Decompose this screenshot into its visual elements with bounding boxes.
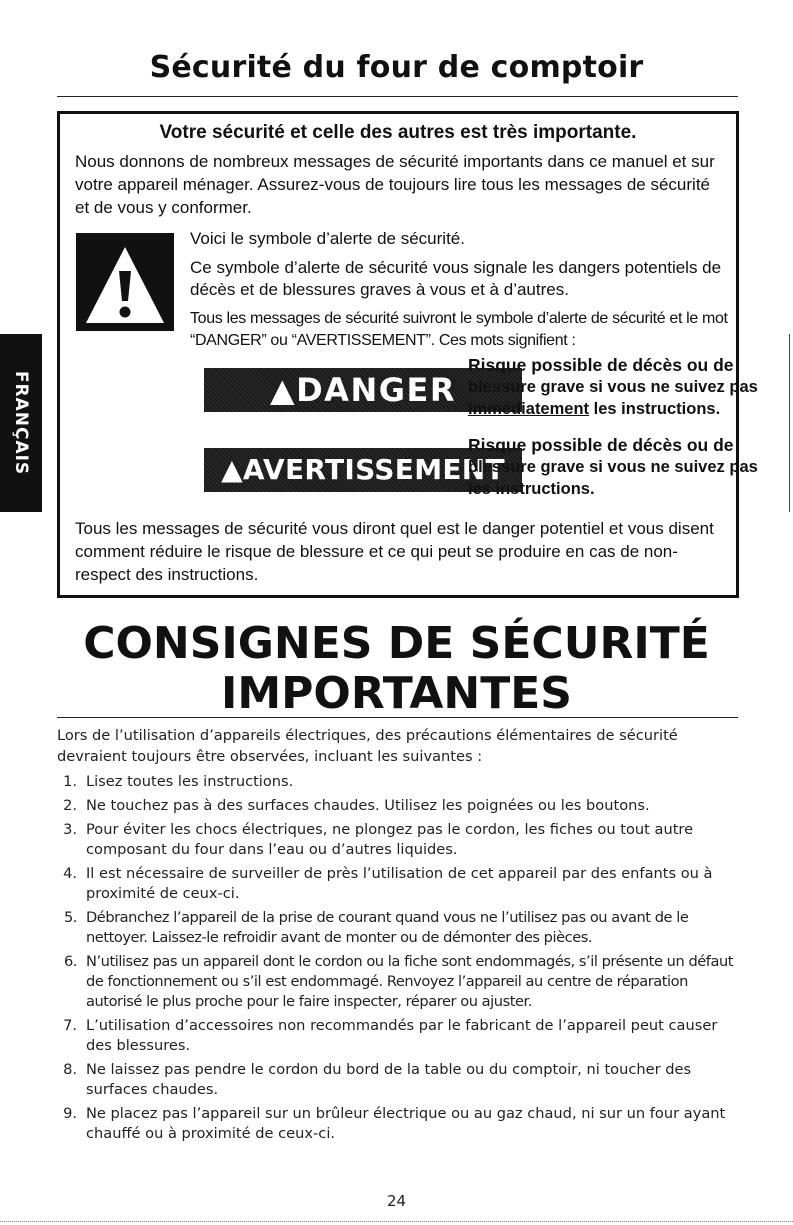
list-item: 7. L’utilisation d’accessoires non recommandés par le fabricant de l’appareil peut causer des blessures. bbox=[63, 1017, 718, 1054]
safety-alert-triangle-icon bbox=[76, 233, 174, 331]
margin-bar bbox=[789, 334, 790, 512]
symbol-line-2: Ce symbole d’alerte de sécurité vous signale les dangers potentiels de décès et de blessures graves à vous et à d’autres. bbox=[190, 258, 722, 299]
list-item: 9. Ne placez pas l’appareil sur un brûleur électrique ou au gaz chaud, ni sur un four ayant chauffé ou à proximité de ceux-ci. bbox=[63, 1105, 726, 1142]
list-item: 3. Pour éviter les chocs électriques, ne plongez pas le cordon, les fiches ou tout autre composant du four dans l’eau ou d’autres liquides. bbox=[63, 821, 694, 858]
safety-box-outro: Tous les messages de sécurité vous diront quel est le danger potentiel et vous disent comment réduire le risque de blessure et ce qui peut se produire en cas de non-respect des instructions. bbox=[75, 519, 714, 584]
page-number: 24 bbox=[386, 1192, 407, 1210]
title-rule bbox=[57, 717, 738, 718]
danger-alert-icon: ▲ bbox=[270, 371, 297, 409]
symbol-line-1: Voici le symbole d’alerte de sécurité. bbox=[190, 229, 465, 248]
danger-desc-lead: Risque possible de décès ou de bbox=[468, 355, 734, 375]
language-side-tab-label: FRANÇAIS bbox=[11, 370, 31, 476]
list-item: 8. Ne laissez pas pendre le cordon du bord de la table ou du comptoir, ni toucher des surfaces chaudes. bbox=[63, 1061, 692, 1098]
danger-desc-emphasis: immédiatement bbox=[468, 400, 590, 418]
warning-description bbox=[468, 434, 768, 500]
warning-label: AVERTISSEMENT bbox=[242, 453, 505, 486]
bottom-dotted-rule bbox=[0, 1221, 793, 1222]
main-title-line-2: IMPORTANTES bbox=[221, 668, 572, 719]
warning-desc-rest: blessure grave si vous ne suivez pas les instructions. bbox=[468, 458, 758, 498]
page-header-title: Sécurité du four de comptoir bbox=[149, 50, 644, 85]
danger-label: DANGER bbox=[296, 371, 456, 409]
warning-alert-icon: ▲ bbox=[221, 453, 243, 486]
danger-description bbox=[468, 354, 768, 420]
header-rule bbox=[57, 96, 738, 97]
symbol-line-3: Tous les messages de sécurité suivront le symbole d’alerte de sécurité et le mot “DANGER” ou “AVERTISSEMENT”. Ces mots signifient : bbox=[190, 310, 728, 349]
instructions-list bbox=[57, 772, 747, 1148]
instructions-intro: Lors de l’utilisation d’appareils électriques, des précautions élémentaires de sécurité devraient toujours être observées, incluant les suivantes : bbox=[57, 727, 678, 765]
safety-box bbox=[57, 111, 758, 598]
list-item: 1. Lisez toutes les instructions. bbox=[63, 773, 294, 790]
list-item: 6. N’utilisez pas un appareil dont le cordon ou la fiche sont endommagés, s’il présente un défaut de fonctionnement ou s’il est endommagé. Renvoyez l’appareil au centre de réparation autorisé le plus proche pour le faire inspecter, réparer ou ajuster. bbox=[63, 953, 734, 1010]
warning-desc-lead: Risque possible de décès ou de bbox=[468, 435, 734, 455]
safety-box-intro: Nous donnons de nombreux messages de sécurité importants dans ce manuel et sur votre appareil ménager. Assurez-vous de toujours lire tous les messages de sécurité et de vous y conformer. bbox=[75, 152, 715, 217]
list-item: 2. Ne touchez pas à des surfaces chaudes. Utilisez les poignées ou les boutons. bbox=[63, 797, 650, 814]
language-side-tab bbox=[0, 334, 42, 512]
safety-box-title: Votre sécurité et celle des autres est très importante. bbox=[159, 122, 637, 143]
main-title-line-1: CONSIGNES DE SÉCURITÉ bbox=[83, 618, 710, 669]
list-item: 4. Il est nécessaire de surveiller de près l’utilisation de cet appareil par des enfants ou à proximité de ceux-ci. bbox=[63, 865, 713, 902]
list-item: 5. Débranchez l’appareil de la prise de courant quand vous ne l’utilisez pas ou avant de le nettoyer. Laissez-le refroidir avant de monter ou de démonter des pièces. bbox=[63, 909, 689, 946]
symbol-explanation bbox=[190, 228, 730, 359]
danger-desc-mid: blessure grave si vous ne suivez pas bbox=[468, 378, 758, 396]
danger-desc-last bbox=[468, 398, 768, 420]
danger-desc-tail: les instructions. bbox=[589, 400, 721, 418]
